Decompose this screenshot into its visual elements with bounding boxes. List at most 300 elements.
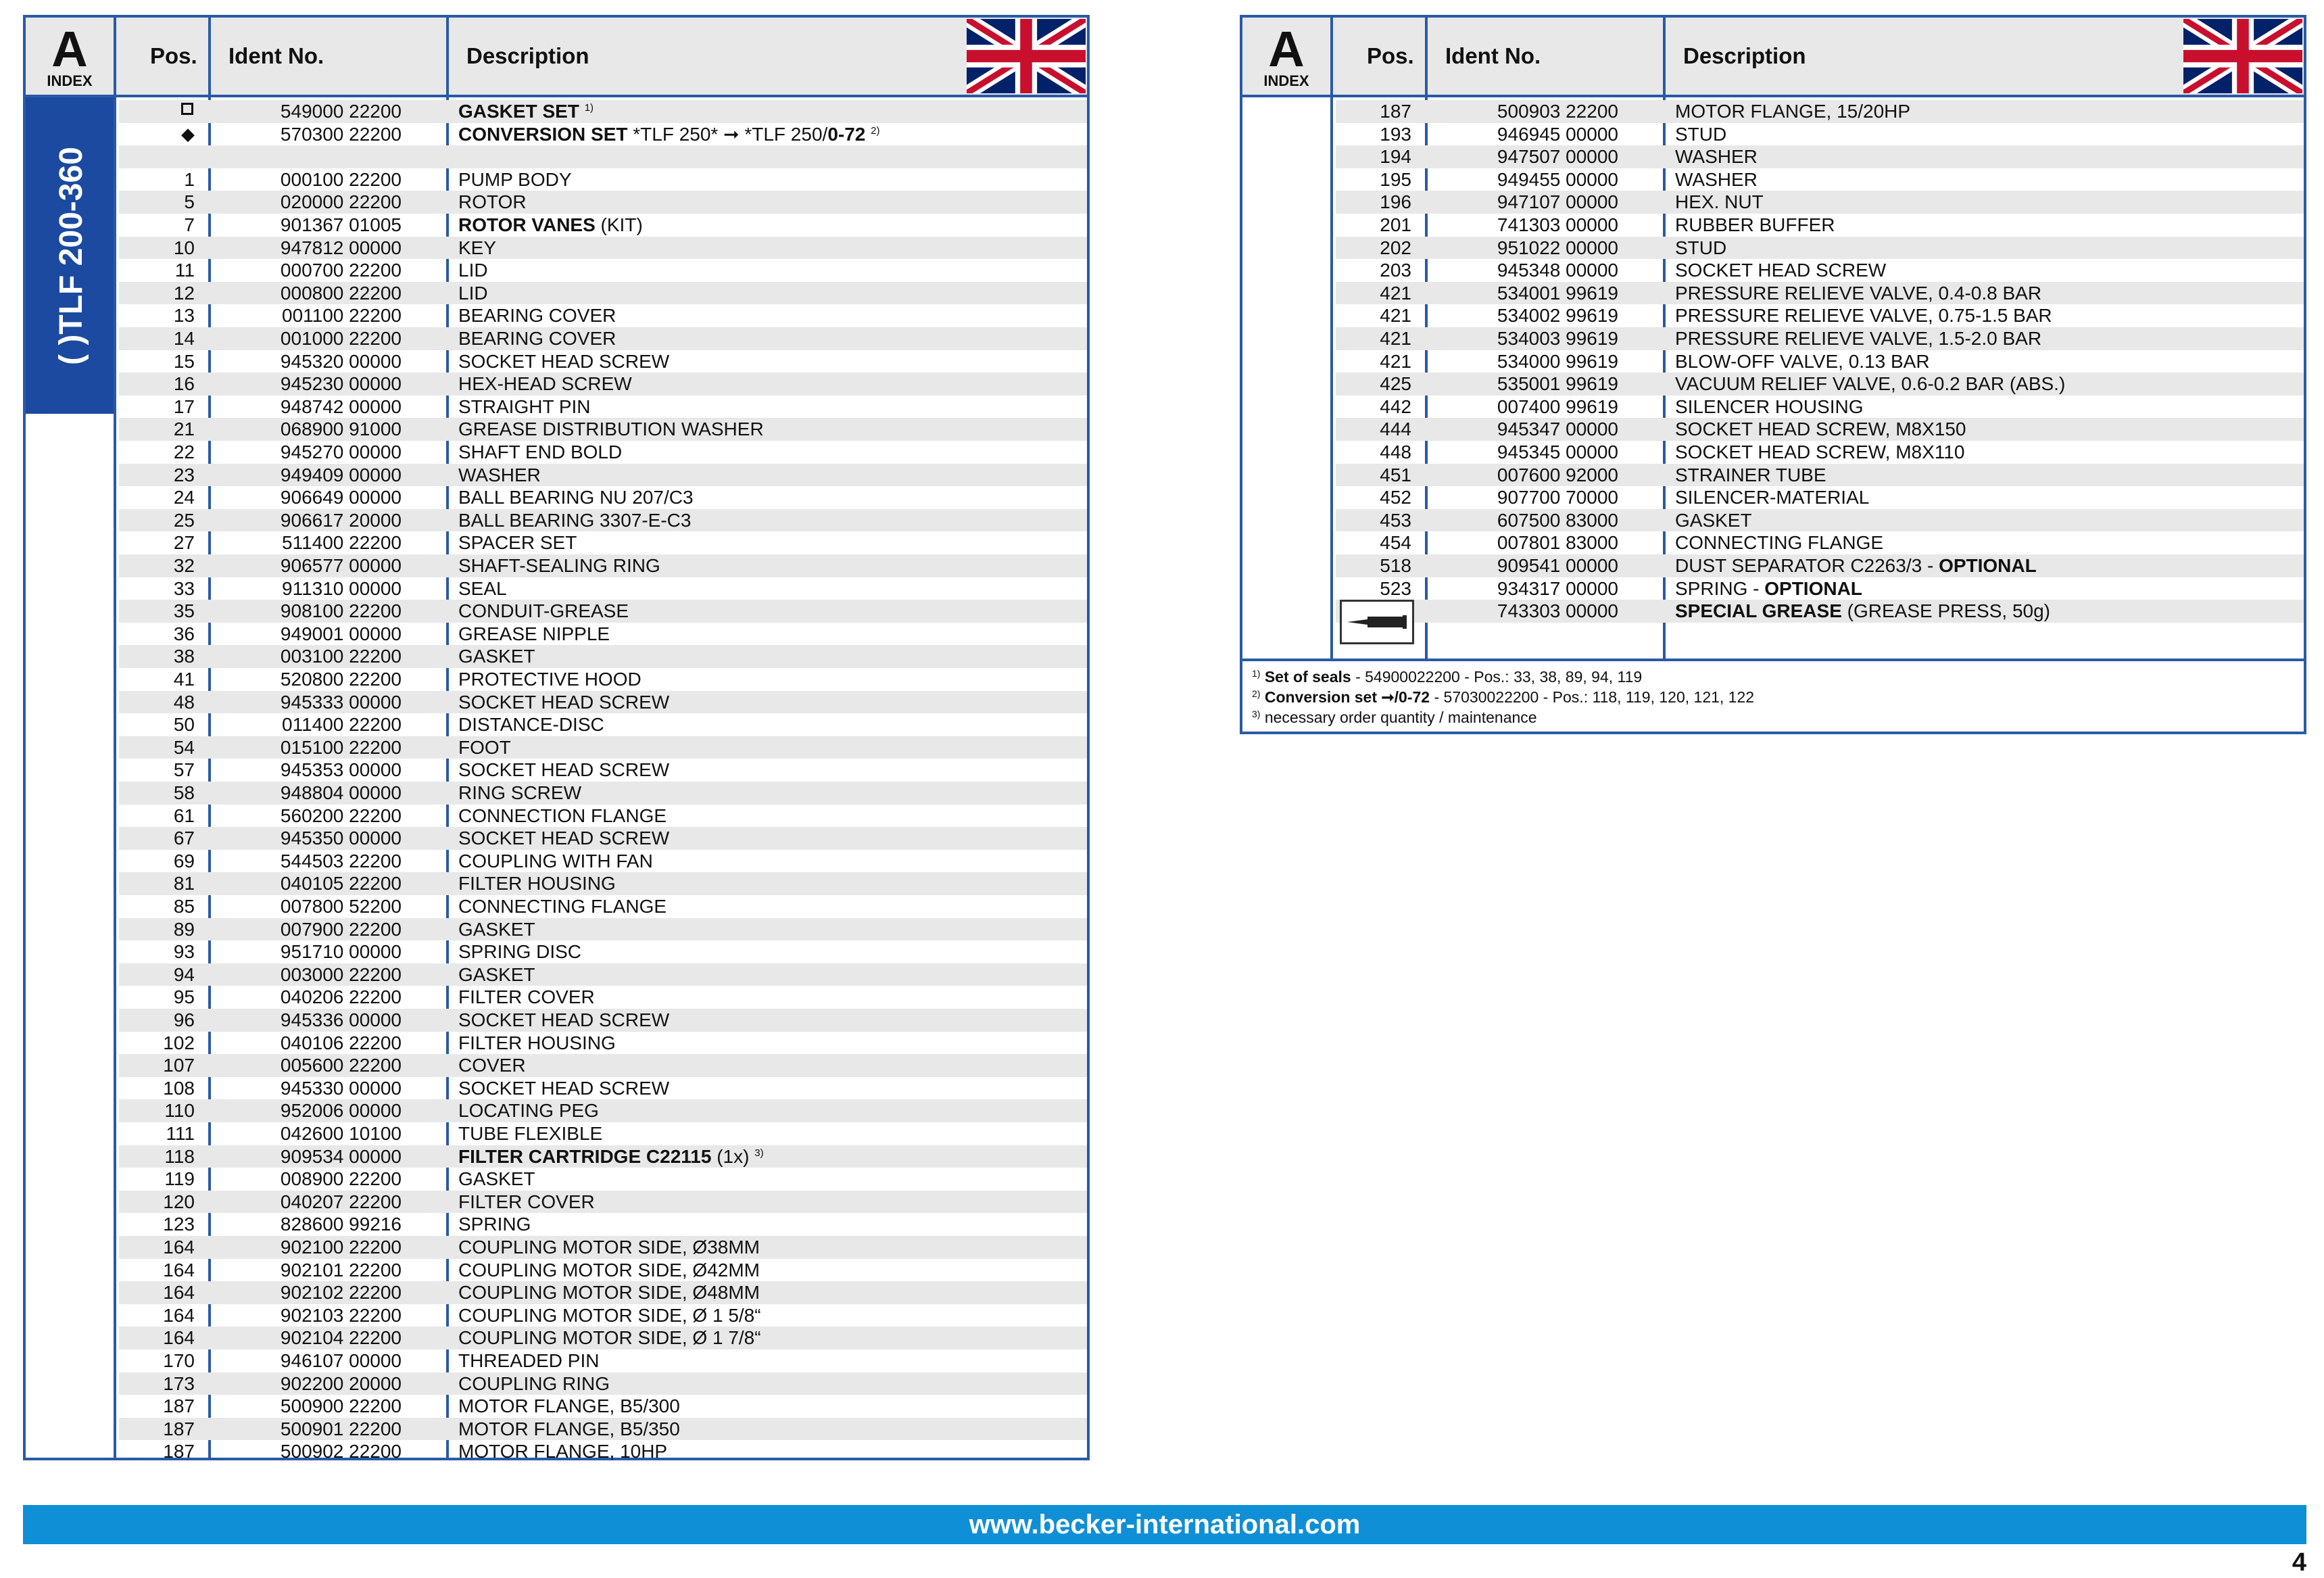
table-row xyxy=(26,350,1087,373)
table-row xyxy=(26,1054,1087,1077)
desc-cell: CONNECTING FLANGE xyxy=(458,896,667,917)
desc-cell: FILTER COVER xyxy=(458,1191,595,1212)
ident-cell: 948804 00000 xyxy=(280,782,402,803)
table-row xyxy=(26,963,1087,986)
table-row xyxy=(26,1281,1087,1304)
pos-cell: 111 xyxy=(166,1123,195,1144)
ident-cell: 042600 10100 xyxy=(280,1123,402,1144)
desc-cell: THREADED PIN xyxy=(458,1350,600,1371)
pos-cell: 164 xyxy=(163,1282,195,1304)
pos-cell: 425 xyxy=(1380,373,1411,395)
table-row xyxy=(26,1440,1087,1463)
ident-cell: 901367 01005 xyxy=(280,214,402,235)
index-label: INDEX xyxy=(47,72,93,89)
desc-cell: ROTOR xyxy=(458,191,527,213)
desc-cell: COUPLING MOTOR SIDE, Ø42MM xyxy=(458,1259,760,1281)
ident-cell: 947107 00000 xyxy=(1497,191,1618,213)
col-desc-header: Description xyxy=(1683,43,1806,68)
ident-cell: 040105 22200 xyxy=(280,873,402,894)
pos-cell: 23 xyxy=(173,464,195,485)
pos-cell: 17 xyxy=(173,396,195,417)
table-row xyxy=(26,1009,1087,1032)
table-row xyxy=(26,486,1087,509)
table-row xyxy=(1242,600,2304,623)
pos-cell: 95 xyxy=(173,986,195,1008)
ident-cell: 020000 22200 xyxy=(280,191,402,213)
desc-cell: GREASE DISTRIBUTION WASHER xyxy=(458,419,764,440)
pos-cell: 119 xyxy=(164,1168,195,1190)
table-row xyxy=(26,577,1087,600)
col-desc-header: Description xyxy=(466,43,589,68)
ident-cell: 520800 22200 xyxy=(280,669,402,690)
table-row xyxy=(1242,214,2304,237)
desc-cell: GASKET xyxy=(458,646,535,667)
desc-cell: VACUUM RELIEF VALVE, 0.6-0.2 BAR (ABS.) xyxy=(1675,373,2066,395)
table-row xyxy=(26,805,1087,828)
pos-cell: 69 xyxy=(173,850,195,871)
pos-cell: 89 xyxy=(173,918,195,940)
table-row xyxy=(26,327,1087,350)
parts-table-right xyxy=(1240,15,2306,734)
ident-cell: 949001 00000 xyxy=(280,623,402,644)
ident-cell: 607500 83000 xyxy=(1497,509,1618,531)
ident-cell: 902104 22200 xyxy=(280,1327,402,1349)
desc-cell: GASKET xyxy=(1675,509,1752,531)
desc-cell: COUPLING MOTOR SIDE, Ø 1 5/8“ xyxy=(458,1304,761,1326)
desc-cell: PRESSURE RELIEVE VALVE, 1.5-2.0 BAR xyxy=(1675,328,2042,349)
desc-cell: RUBBER BUFFER xyxy=(1675,214,1835,235)
table-row xyxy=(26,1326,1087,1349)
pos-cell: 25 xyxy=(173,509,195,531)
table-row xyxy=(26,418,1087,441)
ident-cell: 934317 00000 xyxy=(1497,577,1618,599)
pos-cell: 442 xyxy=(1380,396,1411,417)
col-ident-header: Ident No. xyxy=(228,43,324,68)
desc-cell: SPRING xyxy=(458,1214,531,1235)
table-row xyxy=(1242,418,2304,441)
ident-cell: 534000 99619 xyxy=(1497,350,1618,372)
ident-cell: 007801 83000 xyxy=(1497,532,1618,554)
index-badge xyxy=(26,18,114,95)
col-ident-header: Ident No. xyxy=(1445,43,1541,68)
pos-cell: 81 xyxy=(173,873,195,894)
ident-cell: 948742 00000 xyxy=(280,396,402,417)
table-row xyxy=(1242,350,2304,373)
pos-cell: 12 xyxy=(173,282,195,304)
pos-cell: 195 xyxy=(1380,168,1411,190)
pos-cell: 170 xyxy=(163,1350,195,1371)
desc-cell: GREASE NIPPLE xyxy=(458,623,610,644)
table-row xyxy=(26,1349,1087,1372)
desc-cell: COUPLING RING xyxy=(458,1372,610,1394)
pos-cell: 50 xyxy=(173,714,195,736)
ident-cell: 945350 00000 xyxy=(280,828,402,849)
table-row xyxy=(1242,486,2304,509)
desc-cell: FOOT xyxy=(458,736,511,758)
footer-url[interactable]: www.becker-international.com xyxy=(23,1505,2306,1544)
table-row xyxy=(26,782,1087,805)
ident-cell: 007400 99619 xyxy=(1497,396,1618,417)
table-row xyxy=(26,531,1087,554)
pos-cell: 164 xyxy=(163,1327,195,1349)
desc-cell: LID xyxy=(458,260,488,281)
desc-cell: SOCKET HEAD SCREW xyxy=(458,691,670,713)
desc-cell: SOCKET HEAD SCREW xyxy=(458,1009,670,1030)
table-row xyxy=(26,1145,1087,1168)
table-row xyxy=(26,668,1087,691)
desc-cell: FILTER CARTRIDGE C22115 (1x) $^{3)}$ xyxy=(458,1145,764,1167)
ident-cell: 003100 22200 xyxy=(280,646,402,667)
ident-cell: 008900 22200 xyxy=(280,1168,402,1190)
ident-cell: 500902 22200 xyxy=(280,1441,402,1462)
pos-cell: 194 xyxy=(1380,146,1411,168)
ident-cell: 949409 00000 xyxy=(280,464,402,485)
index-letter: A xyxy=(1268,21,1305,77)
desc-cell: COUPLING MOTOR SIDE, Ø 1 7/8“ xyxy=(458,1327,761,1349)
pos-cell: 96 xyxy=(173,1009,195,1030)
pos-cell: 22 xyxy=(173,441,195,462)
pos-cell: 110 xyxy=(164,1100,195,1122)
pos-cell: 421 xyxy=(1380,282,1411,304)
table-row xyxy=(26,1191,1087,1214)
table-row xyxy=(26,554,1087,577)
pos-cell: 523 xyxy=(1380,577,1411,599)
pos-cell: 187 xyxy=(163,1441,195,1462)
ident-cell: 534003 99619 xyxy=(1497,328,1618,349)
table-row xyxy=(26,691,1087,714)
pos-cell: 5 xyxy=(184,191,195,213)
table-row xyxy=(26,282,1087,305)
table-row xyxy=(1242,327,2304,350)
desc-cell: BEARING COVER xyxy=(458,305,616,327)
ident-cell: 534001 99619 xyxy=(1497,282,1618,304)
ident-cell: 945320 00000 xyxy=(280,350,402,372)
desc-cell: KEY xyxy=(458,237,497,258)
table-row xyxy=(26,827,1087,850)
table-row xyxy=(1242,509,2304,532)
pos-cell: 451 xyxy=(1380,464,1411,485)
desc-cell: SOCKET HEAD SCREW xyxy=(458,828,670,849)
desc-cell: PRESSURE RELIEVE VALVE, 0.4-0.8 BAR xyxy=(1675,282,2042,304)
table-row xyxy=(26,191,1087,214)
ident-cell: 945345 00000 xyxy=(1497,441,1618,462)
table-row xyxy=(1242,304,2304,327)
desc-cell: BEARING COVER xyxy=(458,328,616,349)
table-row xyxy=(26,1032,1087,1055)
ident-cell: 000100 22200 xyxy=(280,168,402,190)
table-row xyxy=(1242,531,2304,554)
pos-cell: 57 xyxy=(173,759,195,781)
table-row xyxy=(26,304,1087,327)
table-row xyxy=(26,1099,1087,1122)
ident-cell: 911310 00000 xyxy=(282,577,402,599)
pos-cell: 518 xyxy=(1380,555,1411,576)
pos-cell: 36 xyxy=(173,623,195,644)
ident-cell: 001000 22200 xyxy=(280,328,402,349)
table-row xyxy=(26,214,1087,237)
table-row xyxy=(1242,145,2304,168)
desc-cell: SILENCER-MATERIAL xyxy=(1675,487,1870,508)
desc-cell: SOCKET HEAD SCREW xyxy=(1675,260,1887,281)
ident-cell: 534002 99619 xyxy=(1497,305,1618,327)
table-row xyxy=(1242,373,2304,396)
table-row xyxy=(26,123,1087,146)
pos-cell: 33 xyxy=(173,577,195,599)
table-row xyxy=(1242,100,2304,123)
table-row xyxy=(26,1372,1087,1395)
pos-cell: 173 xyxy=(163,1372,195,1394)
desc-cell: LID xyxy=(458,282,488,304)
pos-cell: 27 xyxy=(173,532,195,554)
table-row xyxy=(26,237,1087,260)
desc-cell: CONDUIT-GREASE xyxy=(458,600,629,622)
table-row xyxy=(26,145,1087,168)
desc-cell: BALL BEARING NU 207/C3 xyxy=(458,487,694,508)
pos-cell: 187 xyxy=(163,1418,195,1439)
desc-cell: SPRING - OPTIONAL xyxy=(1675,577,1862,599)
desc-cell: CONVERSION SET *TLF 250* ➞ *TLF 250/0-72 $^{2)}$ xyxy=(458,123,880,145)
desc-cell: MOTOR FLANGE, 10HP xyxy=(458,1441,668,1462)
table-row xyxy=(1242,191,2304,214)
pos-cell: 421 xyxy=(1380,350,1411,372)
desc-cell: SOCKET HEAD SCREW xyxy=(458,759,670,781)
table-row xyxy=(26,600,1087,623)
table-row xyxy=(26,100,1087,123)
pos-cell: 10 xyxy=(173,237,195,258)
pos-cell: 454 xyxy=(1380,532,1411,554)
desc-cell: GASKET xyxy=(458,963,535,985)
pos-cell: 14 xyxy=(173,328,195,349)
table-row xyxy=(26,986,1087,1009)
ident-cell: 947507 00000 xyxy=(1497,146,1618,168)
table-row xyxy=(26,895,1087,918)
parts-table-left xyxy=(23,15,1090,1460)
desc-cell: SHAFT END BOLD xyxy=(458,441,623,462)
ident-cell: 040207 22200 xyxy=(280,1191,402,1212)
desc-cell: SPECIAL GREASE (GREASE PRESS, 50g) xyxy=(1675,600,2050,622)
desc-cell: DUST SEPARATOR C2263/3 - OPTIONAL xyxy=(1675,555,2037,576)
table-row xyxy=(26,441,1087,464)
table-row xyxy=(26,713,1087,736)
desc-cell: HEX. NUT xyxy=(1675,191,1764,213)
pos-cell: 1 xyxy=(184,168,195,190)
pos-cell: 193 xyxy=(1380,123,1411,145)
ident-cell: 952006 00000 xyxy=(280,1100,402,1122)
table-header xyxy=(26,18,1087,97)
ident-cell: 908100 22200 xyxy=(280,600,402,622)
ident-cell: 511400 22200 xyxy=(282,532,402,554)
ident-cell: 945230 00000 xyxy=(280,373,402,395)
ident-cell: 945270 00000 xyxy=(280,441,402,462)
desc-cell: GASKET xyxy=(458,918,535,940)
table-row xyxy=(1242,554,2304,577)
desc-cell: STRAIGHT PIN xyxy=(458,396,591,417)
desc-cell: STRAINER TUBE xyxy=(1675,464,1826,485)
table-row xyxy=(26,168,1087,191)
ident-cell: 001100 22200 xyxy=(282,305,402,327)
table-row xyxy=(1242,441,2304,464)
desc-cell: WASHER xyxy=(458,464,541,485)
desc-cell: COUPLING WITH FAN xyxy=(458,850,653,871)
desc-cell: CONNECTING FLANGE xyxy=(1675,532,1884,554)
pos-cell: 85 xyxy=(173,896,195,917)
table-row xyxy=(1242,464,2304,487)
pos-cell: 421 xyxy=(1380,305,1411,327)
table-row xyxy=(26,1304,1087,1327)
ident-cell: 945353 00000 xyxy=(280,759,402,781)
ident-cell: 007600 92000 xyxy=(1497,464,1618,485)
table-row xyxy=(1242,282,2304,305)
table-row xyxy=(26,1395,1087,1418)
table-row xyxy=(26,509,1087,532)
ident-cell: 011400 22200 xyxy=(282,714,402,736)
table-row xyxy=(26,1168,1087,1191)
uk-flag-icon xyxy=(2183,19,2302,93)
ident-cell: 040206 22200 xyxy=(280,986,402,1008)
table-row xyxy=(26,1259,1087,1282)
footnote-2: $^{2)}$ Conversion set ➞/0-72 - 57030022200 - Pos.: 118, 119, 120, 121, 122 xyxy=(1252,688,1755,706)
desc-cell: STUD xyxy=(1675,237,1727,258)
ident-cell: 007800 52200 xyxy=(280,896,402,917)
table-row xyxy=(26,850,1087,873)
index-label: INDEX xyxy=(1263,72,1309,89)
series-label: ( )TLF 200-360 xyxy=(53,146,89,365)
pos-cell: 203 xyxy=(1380,260,1411,281)
ident-cell: 945348 00000 xyxy=(1497,260,1618,281)
ident-cell: 902100 22200 xyxy=(280,1237,402,1258)
hollow-square-icon xyxy=(181,103,193,115)
pos-cell: 15 xyxy=(173,350,195,372)
table-row xyxy=(26,373,1087,396)
page-number: 4 xyxy=(2292,1548,2306,1577)
table-row xyxy=(26,940,1087,963)
ident-cell: 544503 22200 xyxy=(280,850,402,871)
desc-cell: COUPLING MOTOR SIDE, Ø48MM xyxy=(458,1282,760,1304)
ident-cell: 741303 00000 xyxy=(1497,214,1618,235)
desc-cell: MOTOR FLANGE, 15/20HP xyxy=(1675,101,1911,122)
pos-cell: 32 xyxy=(173,555,195,576)
index-letter: A xyxy=(51,21,88,77)
pos-cell: 123 xyxy=(163,1214,195,1235)
ident-cell: 500903 22200 xyxy=(1497,101,1618,122)
desc-cell: MOTOR FLANGE, B5/350 xyxy=(458,1418,680,1439)
desc-cell: PUMP BODY xyxy=(458,168,572,190)
table-row xyxy=(26,872,1087,895)
ident-cell: 068900 91000 xyxy=(280,419,402,440)
desc-cell: STUD xyxy=(1675,123,1727,145)
pos-cell: 16 xyxy=(173,373,195,395)
pos-cell: 202 xyxy=(1380,237,1411,258)
pos-cell: 120 xyxy=(163,1191,195,1212)
pos-cell: 67 xyxy=(173,828,195,849)
desc-cell: SILENCER HOUSING xyxy=(1675,396,1864,417)
ident-cell: 000700 22200 xyxy=(280,260,402,281)
desc-cell: DISTANCE-DISC xyxy=(458,714,604,736)
ident-cell: 945333 00000 xyxy=(280,691,402,713)
uk-flag-icon xyxy=(967,19,1086,93)
ident-cell: 949455 00000 xyxy=(1497,168,1618,190)
table-row xyxy=(26,1077,1087,1100)
ident-cell: 007900 22200 xyxy=(280,918,402,940)
desc-cell: HEX-HEAD SCREW xyxy=(458,373,632,395)
pos-cell: 196 xyxy=(1380,191,1411,213)
desc-cell: FILTER COVER xyxy=(458,986,595,1008)
pos-cell: 24 xyxy=(173,487,195,508)
desc-cell: SPACER SET xyxy=(458,532,577,554)
ident-cell: 946945 00000 xyxy=(1497,123,1618,145)
table-row xyxy=(26,1236,1087,1259)
ident-cell: 535001 99619 xyxy=(1497,373,1618,395)
pos-cell: 35 xyxy=(173,600,195,622)
table-row xyxy=(1242,396,2304,419)
table-row xyxy=(26,918,1087,941)
table-row xyxy=(1242,123,2304,146)
pos-cell: 453 xyxy=(1380,509,1411,531)
pos-cell: 452 xyxy=(1380,487,1411,508)
footnote-3: $^{3)}$ necessary order quantity / maintenance xyxy=(1252,709,1537,726)
desc-cell: FILTER HOUSING xyxy=(458,1032,616,1053)
pos-cell: 102 xyxy=(163,1032,195,1053)
ident-cell: 500900 22200 xyxy=(280,1395,402,1417)
desc-cell: WASHER xyxy=(1675,146,1758,168)
table-row xyxy=(26,464,1087,487)
pos-cell: 107 xyxy=(163,1055,195,1076)
pos-cell: 187 xyxy=(163,1395,195,1417)
ident-cell: 951022 00000 xyxy=(1497,237,1618,258)
desc-cell: COVER xyxy=(458,1055,526,1076)
table-row xyxy=(1242,259,2304,282)
ident-cell: 743303 00000 xyxy=(1497,600,1618,622)
index-badge xyxy=(1242,18,1330,95)
ident-cell: 909534 00000 xyxy=(280,1145,402,1167)
pos-cell: 7 xyxy=(184,214,195,235)
desc-cell: SOCKET HEAD SCREW xyxy=(458,350,670,372)
desc-cell: SOCKET HEAD SCREW xyxy=(458,1077,670,1099)
grease-press-icon xyxy=(1340,600,1414,644)
ident-cell: 902101 22200 xyxy=(280,1259,402,1281)
ident-cell: 906649 00000 xyxy=(280,487,402,508)
pos-cell: 61 xyxy=(173,805,195,826)
ident-cell: 828600 99216 xyxy=(280,1214,402,1235)
table-row xyxy=(26,736,1087,759)
ident-cell: 907700 70000 xyxy=(1497,487,1618,508)
pos-cell: 11 xyxy=(174,260,195,281)
pos-cell: 108 xyxy=(163,1077,195,1099)
desc-cell: SOCKET HEAD SCREW, M8X110 xyxy=(1675,441,1965,462)
pos-cell: 201 xyxy=(1380,214,1411,235)
col-pos-header: Pos. xyxy=(150,43,197,68)
table-row xyxy=(26,759,1087,782)
desc-cell: SHAFT-SEALING RING xyxy=(458,555,660,576)
table-row xyxy=(26,396,1087,419)
desc-cell: SOCKET HEAD SCREW, M8X150 xyxy=(1675,419,1966,440)
ident-cell: 951710 00000 xyxy=(280,941,402,963)
pos-cell: 48 xyxy=(173,691,195,713)
pos-cell: 164 xyxy=(163,1237,195,1258)
col-pos-header: Pos. xyxy=(1367,43,1414,68)
pos-cell: 54 xyxy=(173,736,195,758)
ident-cell: 570300 22200 xyxy=(280,123,402,145)
desc-cell: TUBE FLEXIBLE xyxy=(458,1123,603,1144)
ident-cell: 947812 00000 xyxy=(280,237,402,258)
pos-cell: 421 xyxy=(1380,328,1411,349)
desc-cell: CONNECTION FLANGE xyxy=(458,805,667,826)
ident-cell: 945336 00000 xyxy=(280,1009,402,1030)
table-row xyxy=(1242,168,2304,191)
table-row xyxy=(26,1122,1087,1145)
desc-cell: SEAL xyxy=(458,577,507,599)
pos-cell: 41 xyxy=(173,669,195,690)
